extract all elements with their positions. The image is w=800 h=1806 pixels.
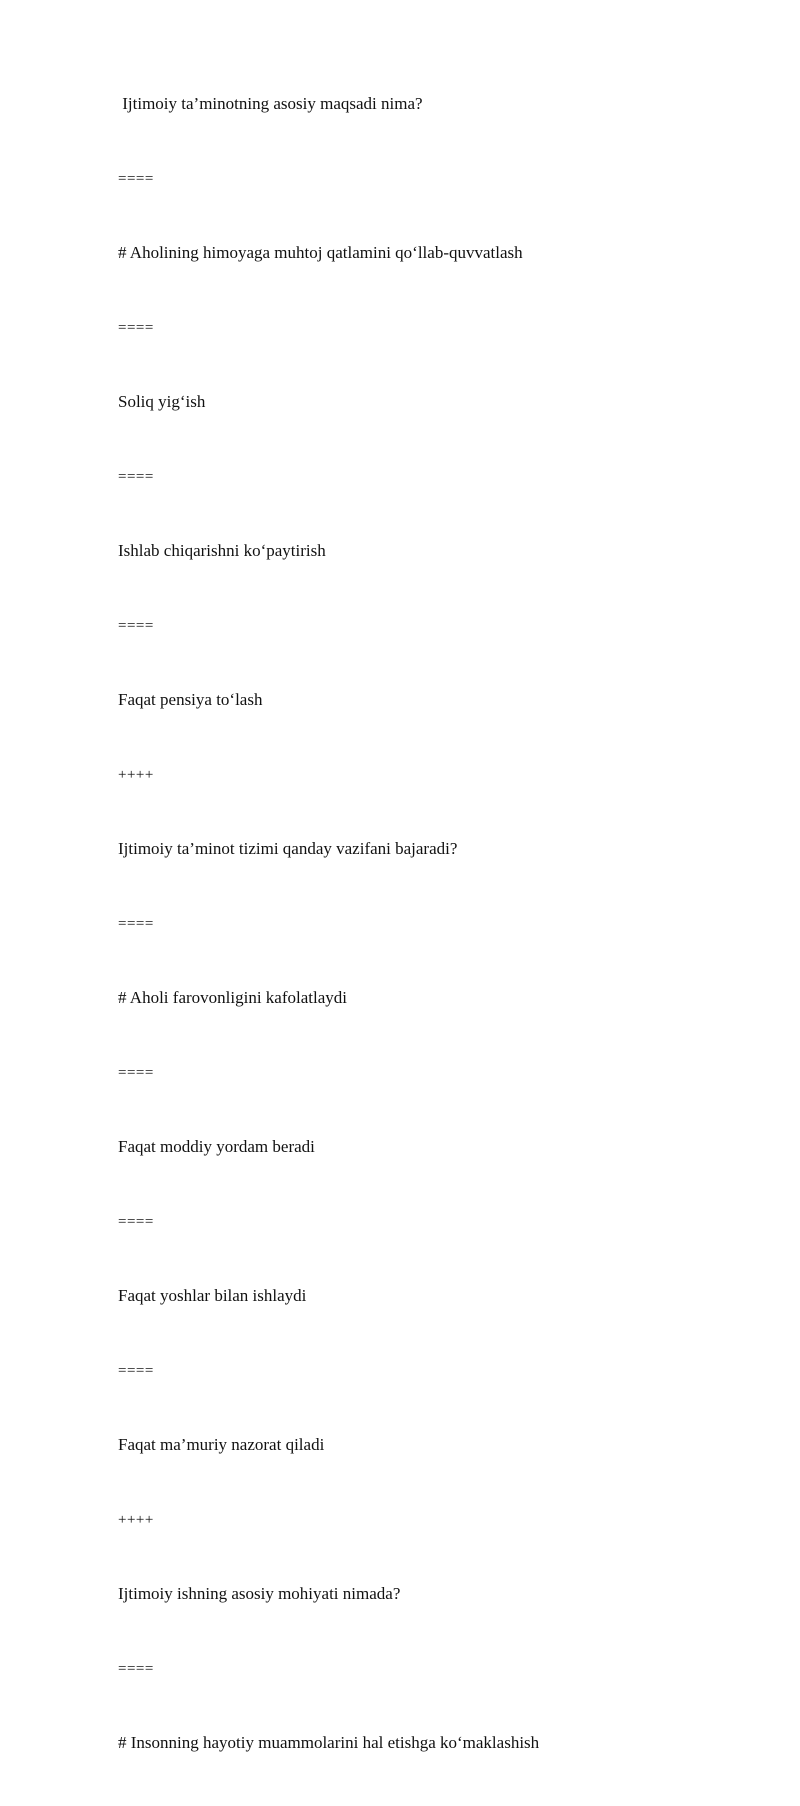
separator: ==== — [118, 915, 154, 932]
question-text: Ijtimoiy ishning asosiy mohiyati nimada? — [118, 1584, 401, 1603]
separator: ==== — [118, 170, 154, 187]
answer-option: Faqat moddiy yordam beradi — [118, 1137, 315, 1156]
question-text: Ijtimoiy ta’minotning asosiy maqsadi nima? — [118, 94, 423, 113]
separator: ==== — [118, 468, 154, 485]
answer-option: Faqat pensiya to‘lash — [118, 690, 263, 709]
answer-option: Ishlab chiqarishni ko‘paytirish — [118, 541, 326, 560]
separator: ==== — [118, 1064, 154, 1081]
separator: ==== — [118, 1660, 154, 1677]
question-separator: ++++ — [118, 766, 154, 783]
correct-answer: # Aholi farovonligini kafolatlaydi — [118, 988, 347, 1007]
answer-option: Faqat ma’muriy nazorat qiladi — [118, 1435, 325, 1454]
answer-option: Faqat yoshlar bilan ishlaydi — [118, 1286, 307, 1305]
separator: ==== — [118, 319, 154, 336]
question-separator: ++++ — [118, 1511, 154, 1528]
separator: ==== — [118, 1362, 154, 1379]
answer-option: Soliq yig‘ish — [118, 392, 206, 411]
separator: ==== — [118, 617, 154, 634]
correct-answer: # Aholining himoyaga muhtoj qatlamini qo‘llab-quvvatlash — [118, 243, 523, 262]
document-body — [118, 92, 760, 1806]
separator: ==== — [118, 1213, 154, 1230]
question-text: Ijtimoiy ta’minot tizimi qanday vazifani bajaradi? — [118, 839, 458, 858]
correct-answer: # Insonning hayotiy muammolarini hal etishga ko‘maklashish — [118, 1733, 540, 1752]
